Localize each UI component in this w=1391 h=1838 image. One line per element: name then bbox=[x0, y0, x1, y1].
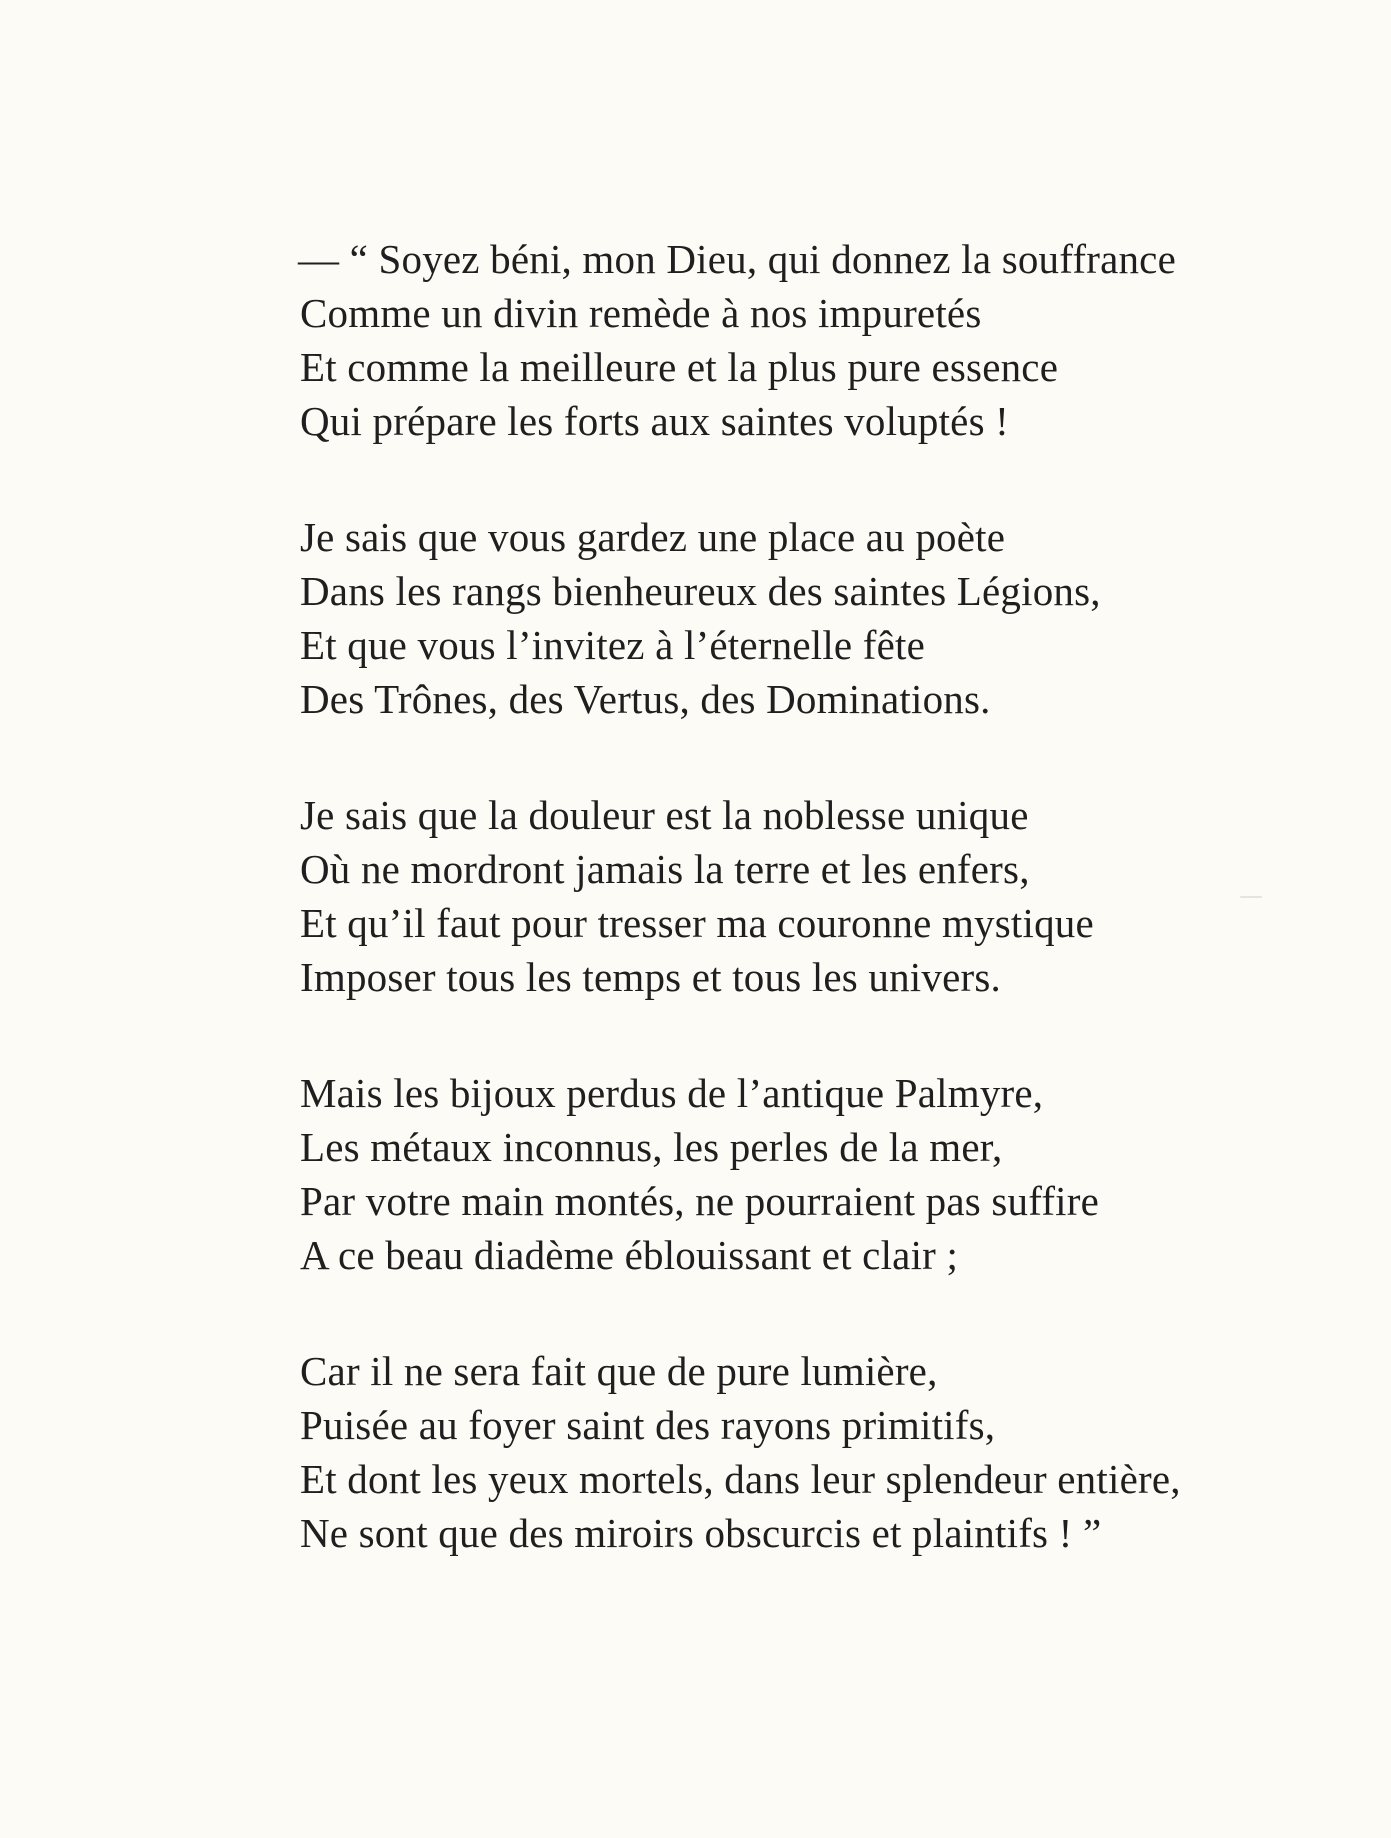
verse-line: Car il ne sera fait que de pure lumière, bbox=[300, 1348, 938, 1394]
verse-line: Et qu’il faut pour tresser ma couronne mystique bbox=[300, 900, 1094, 946]
verse-line: Comme un divin remède à nos impuretés bbox=[300, 290, 982, 336]
verse-line: Les métaux inconnus, les perles de la mer, bbox=[300, 1124, 1003, 1170]
verse-line: Et comme la meilleure et la plus pure essence bbox=[300, 344, 1059, 390]
stanza-5 bbox=[300, 1344, 1320, 1560]
verse-line: Imposer tous les temps et tous les univers. bbox=[300, 954, 1001, 1000]
verse-line: Mais les bijoux perdus de l’antique Palmyre, bbox=[300, 1070, 1044, 1116]
verse-line: Je sais que vous gardez une place au poète bbox=[300, 514, 1006, 560]
stanza-2 bbox=[300, 510, 1320, 726]
verse-line: Où ne mordront jamais la terre et les enfers, bbox=[300, 846, 1030, 892]
stanza-1 bbox=[300, 232, 1320, 448]
verse-line: Des Trônes, des Vertus, des Dominations. bbox=[300, 676, 991, 722]
verse-line: Par votre main montés, ne pourraient pas suffire bbox=[300, 1178, 1100, 1224]
verse-line: Dans les rangs bienheureux des saintes Légions, bbox=[300, 568, 1101, 614]
stanza-3 bbox=[300, 788, 1320, 1004]
paper-speck bbox=[1240, 896, 1262, 898]
verse-line: A ce beau diadème éblouissant et clair ; bbox=[300, 1232, 959, 1278]
verse-line: Ne sont que des miroirs obscurcis et plaintifs ! ” bbox=[300, 1510, 1102, 1556]
verse-line: Je sais que la douleur est la noblesse unique bbox=[300, 792, 1029, 838]
stanza-4 bbox=[300, 1066, 1320, 1282]
verse-line: Et dont les yeux mortels, dans leur splendeur entière, bbox=[300, 1456, 1181, 1502]
verse-line: Et que vous l’invitez à l’éternelle fête bbox=[300, 622, 926, 668]
poem-text bbox=[300, 232, 1320, 1622]
verse-line: Puisée au foyer saint des rayons primitifs, bbox=[300, 1402, 996, 1448]
verse-line: Qui prépare les forts aux saintes voluptés ! bbox=[300, 398, 1010, 444]
verse-line: — “ Soyez béni, mon Dieu, qui donnez la souffrance bbox=[298, 236, 1176, 282]
